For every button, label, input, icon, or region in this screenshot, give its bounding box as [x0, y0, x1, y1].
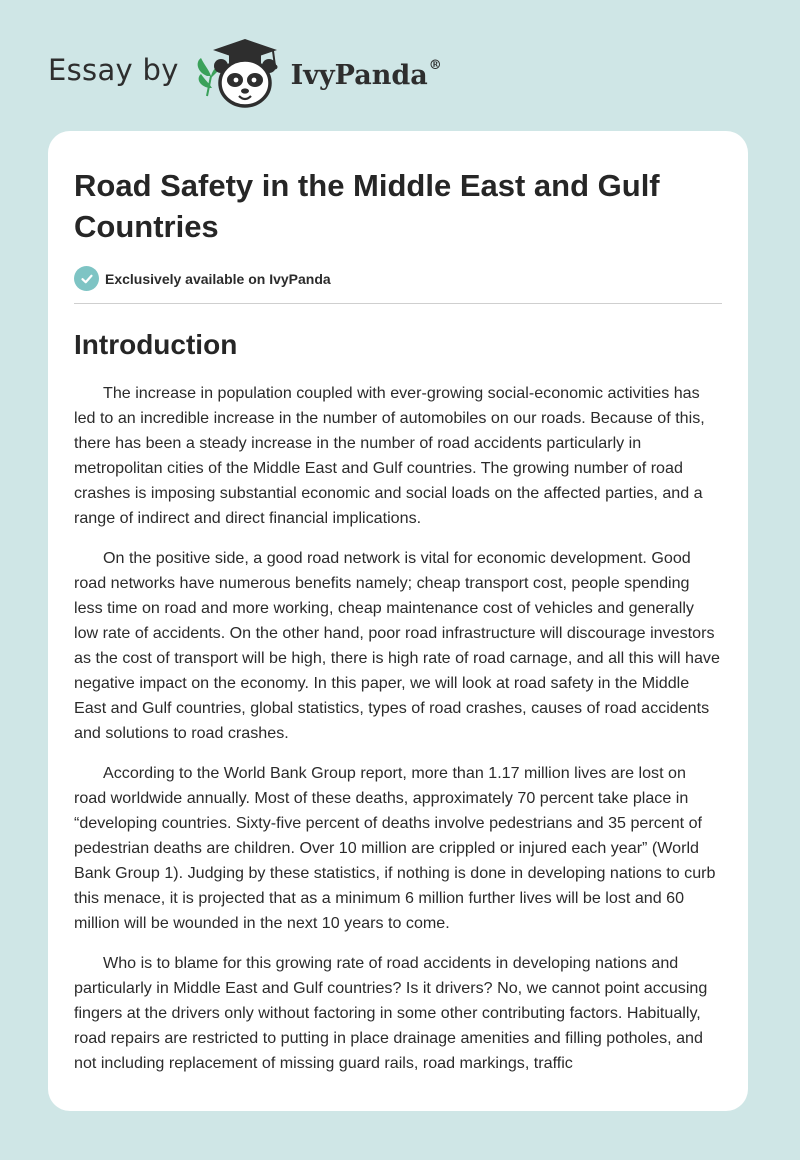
- essay-title: Road Safety in the Middle East and Gulf Countries: [74, 168, 660, 244]
- trademark-symbol: ®: [428, 57, 442, 73]
- paragraph: According to the World Bank Group report, more than 1.17 million lives are lost on road worldwide annually. Most of these deaths, approximately 70 percent take place in “developing countries. Sixty-five percent of deaths involve pedestrians and 35 percent of pedestrian deaths are children. Over 10 million are crippled or injured each year” (World Bank Group 1). Judging by these statistics, if nothing is done in developing nations to curb this menace, it is projected that as a minimum 6 million further lives will be lost and 60 million will be wounded in the next 10 years to come.: [74, 764, 716, 932]
- essay-card: [48, 131, 748, 1111]
- panda-logo-icon[interactable]: [193, 36, 285, 112]
- site-header: [48, 34, 442, 114]
- exclusive-label: Exclusively available on IvyPanda: [105, 270, 331, 287]
- essay-by-label: Essay by: [48, 53, 179, 87]
- divider: [74, 303, 722, 304]
- exclusive-badge: [74, 266, 722, 291]
- essay-content: [74, 165, 722, 1091]
- check-icon: [74, 266, 99, 291]
- paragraph: On the positive side, a good road network is vital for economic development. Good road networks have numerous benefits namely; cheap transport cost, people spending less time on road and more working, cheap maintenance cost of vehicles and generally low rate of accidents. On the other hand, poor road infrastructure will discourage investors as the cost of transport will be high, there is high rate of road carnage, and all this will have negative impact on the economy. In this paper, we will look at road safety in the Middle East and Gulf countries, global statistics, types of road crashes, causes of road accidents and solutions to road crashes.: [74, 549, 720, 742]
- section-heading: Introduction: [74, 329, 238, 360]
- brand-label: IvyPanda: [290, 59, 428, 91]
- paragraph: Who is to blame for this growing rate of road accidents in developing nations and particularly in Middle East and Gulf countries? Is it drivers? No, we cannot point accusing fingers at the drivers only without factoring in some other contributing factors. Habitually, road repairs are restricted to putting in place drainage amenities and filling potholes, and not including replacement of missing guard rails, road markings, traffic: [74, 954, 708, 1072]
- paragraph: The increase in population coupled with ever-growing social-economic activities has led to an incredible increase in the number of automobiles on our roads. Because of this, there has been a steady increase in the number of road accidents particularly in metropolitan cities of the Middle East and Gulf countries. The growing number of road crashes is imposing substantial economic and social loads on the affected parties, and a range of indirect and direct financial implications.: [74, 384, 705, 527]
- brand-name[interactable]: [290, 57, 442, 91]
